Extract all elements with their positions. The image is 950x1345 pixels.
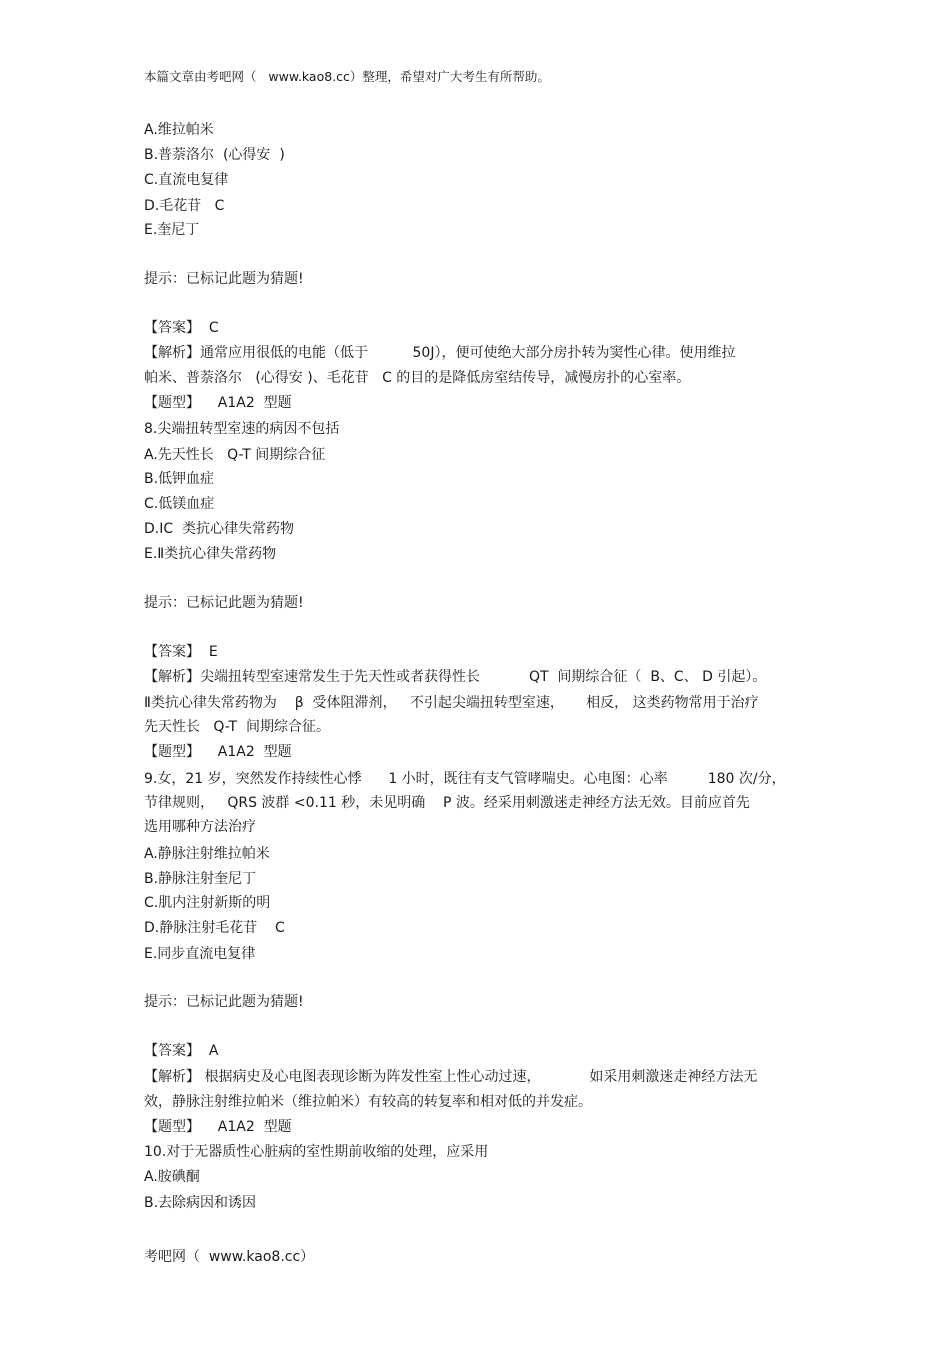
q9-hint: 提示：已标记此题为猜题! <box>144 994 304 1010</box>
q7-option-b: B.普萘洛尔 (心得安 ) <box>144 147 285 163</box>
q8-answer: 【答案】 E <box>144 644 218 660</box>
q8-analysis-line-3: 先天性长 Q-T 间期综合征。 <box>144 719 330 735</box>
q8-analysis-line-1: 【解析】尖端扭转型室速常发生于先天性或者获得性长 QT 间期综合征（ B、C、 D 引起）。 <box>144 669 767 685</box>
q9-option-b: B.静脉注射奎尼丁 <box>144 871 257 887</box>
q9-option-d: D.静脉注射毛花苷 C <box>144 920 285 936</box>
q7-analysis-line-2: 帕米、普萘洛尔 (心得安 )、毛花苷 C 的目的是降低房室结传导，减慢房扑的心室率。 <box>144 370 691 386</box>
q10-option-b: B.去除病因和诱因 <box>144 1195 257 1211</box>
q7-type: 【题型】 A1A2 型题 <box>144 395 292 411</box>
q8-option-d: D.IC 类抗心律失常药物 <box>144 521 295 537</box>
q9-analysis-line-1: 【解析】 根据病史及心电图表现诊断为阵发性室上性心动过速， 如采用刺激迷走神经方法无 <box>144 1069 758 1085</box>
q9-question-line-1: 9.女，21 岁，突然发作持续性心悸 1 小时，既往有支气管哮喘史。心电图：心率 180 次/分， <box>144 771 786 787</box>
q9-analysis-line-2: 效，静脉注射维拉帕米（维拉帕米）有较高的转复率和相对低的并发症。 <box>144 1094 592 1110</box>
q9-question-line-2: 节律规则， QRS 波群 <0.11 秒，未见明确 P 波。经采用刺激迷走神经方法无效。目前应首先 <box>144 795 750 811</box>
q8-analysis-line-2: Ⅱ类抗心律失常药物为 β 受体阻滞剂， 不引起尖端扭转型室速， 相反， 这类药物常用于治疗 <box>144 695 759 711</box>
q8-option-b: B.低钾血症 <box>144 471 215 487</box>
q9-option-c: C.肌内注射新斯的明 <box>144 895 271 911</box>
q7-hint: 提示：已标记此题为猜题! <box>144 271 304 287</box>
page-header: 本篇文章由考吧网（ www.kao8.cc）整理，希望对广大考生有所帮助。 <box>144 69 550 84</box>
q9-type: 【题型】 A1A2 型题 <box>144 1119 292 1135</box>
q8-option-c: C.低镁血症 <box>144 496 215 512</box>
q8-type: 【题型】 A1A2 型题 <box>144 744 292 760</box>
q7-analysis-line-1: 【解析】通常应用很低的电能（低于 50J），便可使绝大部分房扑转为窦性心律。使用维拉 <box>144 345 736 361</box>
q7-option-c: C.直流电复律 <box>144 172 229 188</box>
q7-option-e: E.奎尼丁 <box>144 222 200 238</box>
q7-answer: 【答案】 C <box>144 320 219 336</box>
q9-question-line-3: 选用哪种方法治疗 <box>144 819 256 835</box>
q7-option-d: D.毛花苷 C <box>144 198 225 214</box>
q10-option-a: A.胺碘酮 <box>144 1169 200 1185</box>
q7-option-a: A.维拉帕米 <box>144 122 214 138</box>
q9-option-a: A.静脉注射维拉帕米 <box>144 846 270 862</box>
q9-answer: 【答案】 A <box>144 1043 219 1059</box>
q9-option-e: E.同步直流电复律 <box>144 946 256 962</box>
page-footer: 考吧网（ www.kao8.cc） <box>144 1249 315 1265</box>
q8-option-a: A.先天性长 Q-T 间期综合征 <box>144 447 326 463</box>
q10-question: 10.对于无器质性心脏病的室性期前收缩的处理，应采用 <box>144 1144 489 1160</box>
q8-question: 8.尖端扭转型室速的病因不包括 <box>144 421 340 437</box>
q8-hint: 提示：已标记此题为猜题! <box>144 595 304 611</box>
q8-option-e: E.Ⅱ类抗心律失常药物 <box>144 546 277 562</box>
